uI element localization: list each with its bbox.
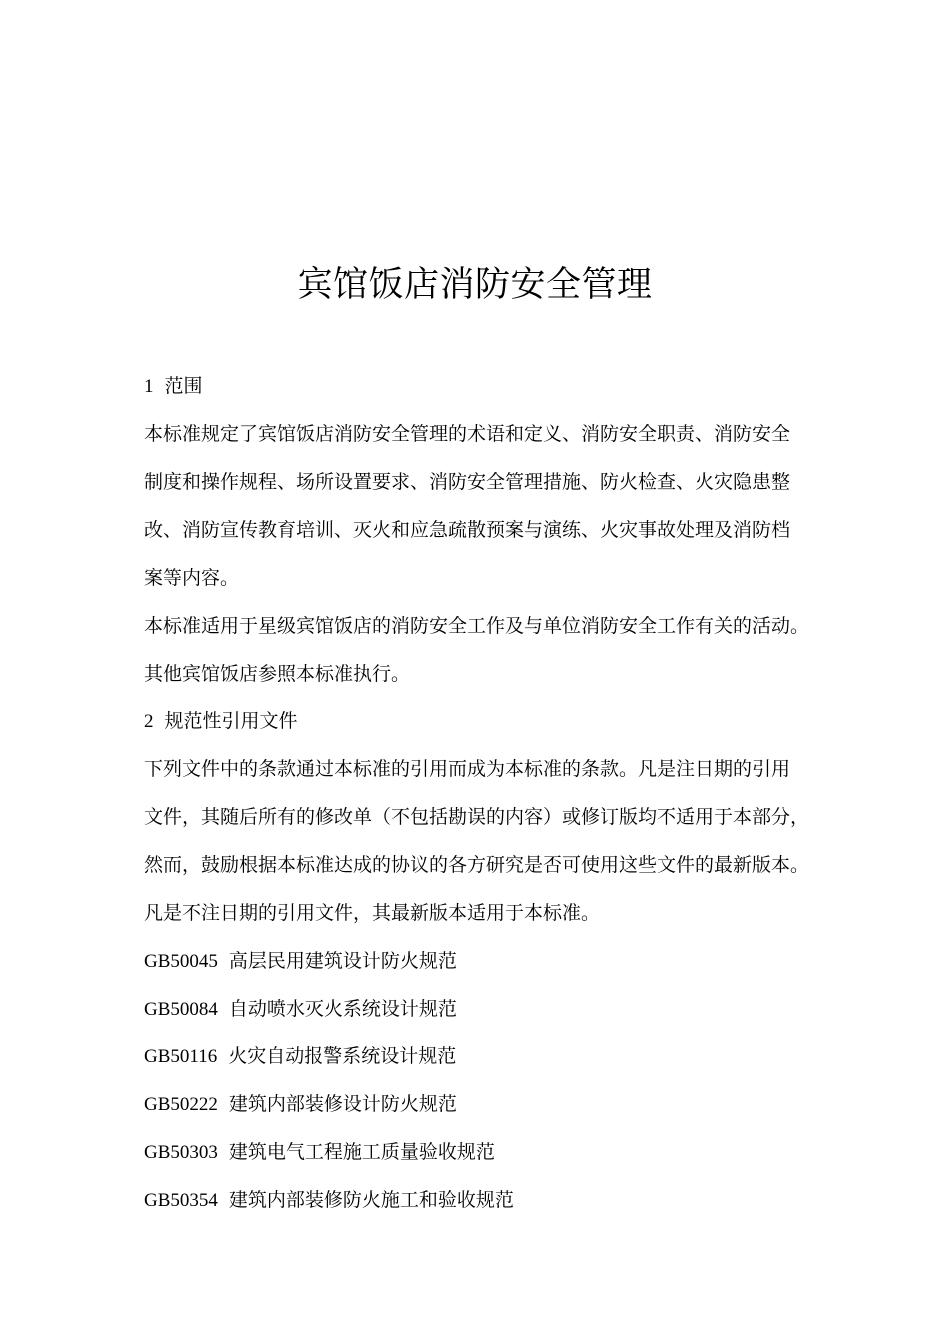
paragraph-line: 本标准适用于星级宾馆饭店的消防安全工作及与单位消防安全工作有关的活动。 bbox=[144, 615, 810, 637]
page-title: 宾馆饭店消防安全管理 bbox=[297, 265, 653, 305]
section-title: 规范性引用文件 bbox=[164, 710, 298, 732]
paragraph-line: 其他宾馆饭店参照本标准执行。 bbox=[144, 663, 411, 685]
standard-name: 建筑内部装修设计防火规范 bbox=[228, 1093, 457, 1115]
standard-name: 自动喷水灭火系统设计规范 bbox=[228, 998, 457, 1020]
standard-code: GB50354 bbox=[144, 1190, 218, 1211]
paragraph-line: 然而，鼓励根据本标准达成的协议的各方研究是否可使用这些文件的最新版本。 bbox=[144, 854, 810, 876]
standard-reference bbox=[144, 996, 457, 1023]
standard-reference bbox=[144, 1187, 514, 1214]
standard-reference bbox=[144, 1091, 457, 1118]
standard-name: 高层民用建筑设计防火规范 bbox=[228, 950, 457, 972]
standard-code: GB50222 bbox=[144, 1094, 218, 1115]
paragraph-line: 制度和操作规程、场所设置要求、消防安全管理措施、防火检查、火灾隐患整 bbox=[144, 471, 791, 493]
paragraph-line: 改、消防宣传教育培训、灭火和应急疏散预案与演练、火灾事故处理及消防档 bbox=[144, 519, 791, 541]
standard-code: GB50045 bbox=[144, 951, 218, 972]
standard-reference bbox=[144, 1139, 495, 1166]
paragraph-line: 下列文件中的条款通过本标准的引用而成为本标准的条款。凡是注日期的引用 bbox=[144, 758, 791, 780]
section-2-heading bbox=[144, 708, 298, 735]
paragraph-line: 凡是不注日期的引用文件，其最新版本适用于本标准。 bbox=[144, 902, 601, 924]
standard-name: 火灾自动报警系统设计规范 bbox=[228, 1045, 457, 1067]
section-title: 范围 bbox=[164, 375, 203, 397]
section-number: 2 bbox=[144, 711, 154, 732]
paragraph-line: 本标准规定了宾馆饭店消防安全管理的术语和定义、消防安全职责、消防安全 bbox=[144, 423, 791, 445]
standard-code: GB50303 bbox=[144, 1142, 218, 1163]
standard-code: GB50116 bbox=[144, 1046, 218, 1067]
standard-reference bbox=[144, 1043, 456, 1070]
paragraph-line: 案等内容。 bbox=[144, 567, 240, 589]
section-number: 1 bbox=[144, 376, 154, 397]
standard-reference bbox=[144, 948, 457, 975]
paragraph-line: 文件，其随后所有的修改单（不包括勘误的内容）或修订版均不适用于本部分， bbox=[144, 806, 810, 828]
standard-name: 建筑内部装修防火施工和验收规范 bbox=[228, 1189, 514, 1211]
standard-code: GB50084 bbox=[144, 999, 218, 1020]
standard-name: 建筑电气工程施工质量验收规范 bbox=[228, 1141, 495, 1163]
section-1-heading bbox=[144, 373, 203, 400]
